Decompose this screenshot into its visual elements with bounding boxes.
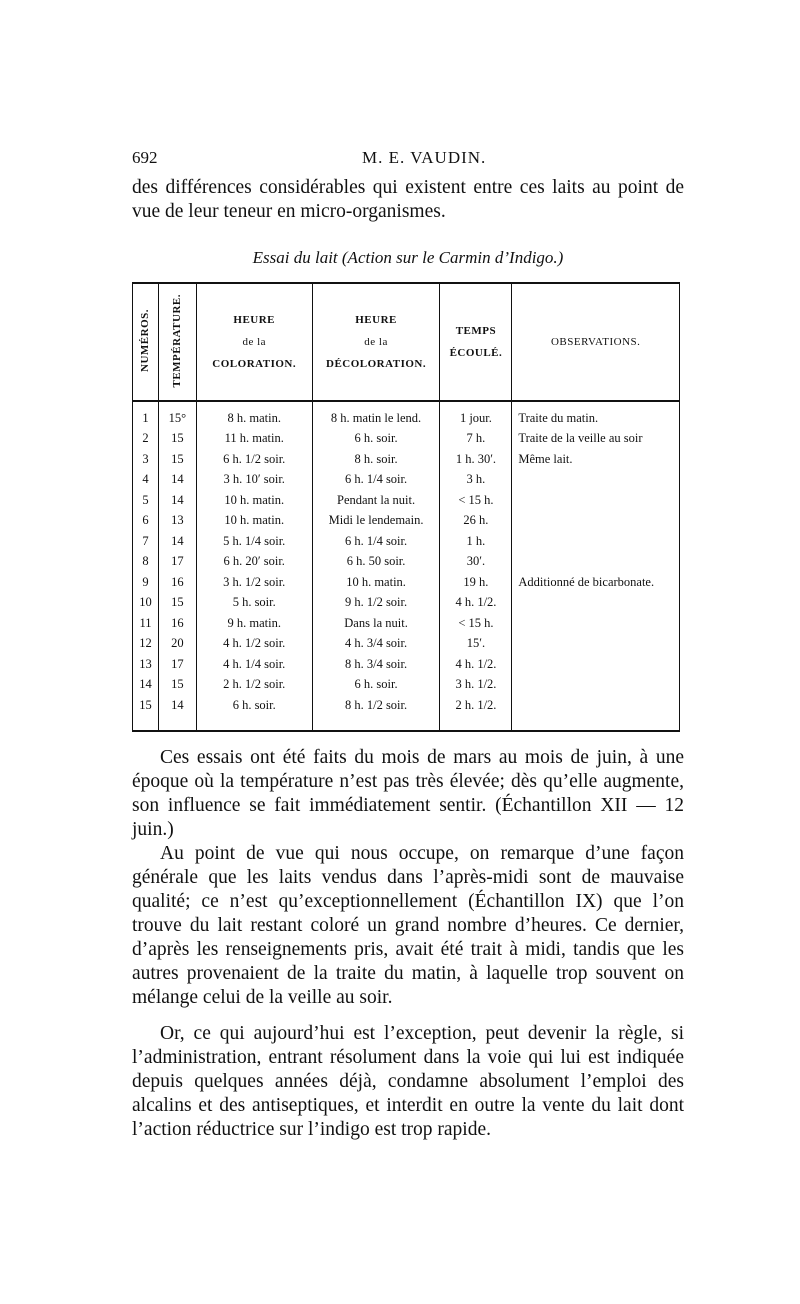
cell-numero: 15	[133, 695, 159, 731]
cell-decoloration: 8 h. 1/2 soir.	[312, 695, 440, 731]
cell-temps: 3 h.	[440, 470, 512, 491]
cell-temperature: 15	[158, 429, 196, 450]
cell-decoloration: 4 h. 3/4 soir.	[312, 634, 440, 655]
cell-numero: 7	[133, 531, 159, 552]
cell-temperature: 14	[158, 470, 196, 491]
table-row	[133, 449, 680, 470]
cell-temperature: 15	[158, 449, 196, 470]
table-row	[133, 511, 680, 532]
paragraph-text: Au point de vue qui nous occupe, on remarque d’une façon générale que les laits vendus dans l’après-midi sont de mauvaise qualité; ce n’est qu’exceptionnellement (Échantillon IX) que l’on trouve du lait restant coloré un grand nombre d’heures. Ce dernier, d’après les renseignements pris, avait été trait à midi, tandis que les autres provenaient de la traite du matin, à laquelle trop souvent on mélange celui de la veille au soir.	[132, 843, 684, 1008]
table-row	[133, 593, 680, 614]
cell-decoloration: 10 h. matin.	[312, 572, 440, 593]
results-table	[132, 282, 680, 732]
cell-decoloration: 6 h. soir.	[312, 429, 440, 450]
cell-coloration: 3 h. 10′ soir.	[196, 470, 312, 491]
cell-observation	[512, 634, 680, 655]
cell-temperature: 16	[158, 613, 196, 634]
cell-observation	[512, 490, 680, 511]
cell-coloration: 4 h. 1/2 soir.	[196, 634, 312, 655]
cell-coloration: 4 h. 1/4 soir.	[196, 654, 312, 675]
cell-temperature: 13	[158, 511, 196, 532]
cell-coloration: 3 h. 1/2 soir.	[196, 572, 312, 593]
cell-coloration: 2 h. 1/2 soir.	[196, 675, 312, 696]
cell-temps: 4 h. 1/2.	[440, 593, 512, 614]
cell-temperature: 14	[158, 531, 196, 552]
table-row	[133, 613, 680, 634]
table-row	[133, 654, 680, 675]
cell-temps: < 15 h.	[440, 613, 512, 634]
cell-coloration: 9 h. matin.	[196, 613, 312, 634]
cell-temps: < 15 h.	[440, 490, 512, 511]
cell-coloration: 5 h. 1/4 soir.	[196, 531, 312, 552]
paragraph-text: Ces essais ont été faits du mois de mars au mois de juin, à une époque où la température n’est pas très élevée; dès qu’elle augmente, son influence se fait immédiatement sentir. (Échantillon XII — 12 juin.)	[132, 747, 684, 840]
cell-temps: 2 h. 1/2.	[440, 695, 512, 731]
paragraph-conclusion	[132, 1022, 684, 1142]
cell-observation	[512, 695, 680, 731]
cell-numero: 1	[133, 401, 159, 429]
running-title: M. E. VAUDIN.	[362, 148, 487, 167]
cell-numero: 9	[133, 572, 159, 593]
paragraph-point-de-vue	[132, 842, 684, 1010]
table-row	[133, 695, 680, 731]
paragraph-essais	[132, 746, 684, 842]
cell-coloration: 6 h. 1/2 soir.	[196, 449, 312, 470]
cell-numero: 6	[133, 511, 159, 532]
cell-coloration: 5 h. soir.	[196, 593, 312, 614]
cell-coloration: 6 h. 20′ soir.	[196, 552, 312, 573]
cell-decoloration: 8 h. matin le lend.	[312, 401, 440, 429]
page-number: 692	[132, 148, 158, 167]
cell-observation: Additionné de bicarbonate.	[512, 572, 680, 593]
paragraph-text: des différences considérables qui existent entre ces laits au point de vue de leur teneur en micro-organismes.	[132, 177, 684, 222]
cell-numero: 8	[133, 552, 159, 573]
cell-decoloration: Dans la nuit.	[312, 613, 440, 634]
cell-temperature: 17	[158, 654, 196, 675]
table-row	[133, 634, 680, 655]
cell-observation	[512, 511, 680, 532]
paragraph-text: Or, ce qui aujourd’hui est l’exception, peut devenir la règle, si l’administration, entrant résolument dans la voie qui lui est indiquée depuis quelques années déjà, condamne absolument l’emploi des alcalins et des antiseptiques, et interdit en outre la vente du lait dont l’action réductrice sur l’indigo est trop rapide.	[132, 1023, 684, 1140]
cell-coloration: 11 h. matin.	[196, 429, 312, 450]
cell-observation	[512, 613, 680, 634]
cell-coloration: 8 h. matin.	[196, 401, 312, 429]
cell-observation	[512, 675, 680, 696]
paragraph-intro	[132, 176, 684, 224]
table-header-row	[133, 283, 680, 401]
cell-temps: 1 h.	[440, 531, 512, 552]
header-numeros: NUMÉROS.	[133, 283, 159, 401]
cell-coloration: 10 h. matin.	[196, 511, 312, 532]
cell-numero: 11	[133, 613, 159, 634]
cell-decoloration: 6 h. 1/4 soir.	[312, 531, 440, 552]
cell-numero: 4	[133, 470, 159, 491]
cell-decoloration: 6 h. 50 soir.	[312, 552, 440, 573]
cell-decoloration: Pendant la nuit.	[312, 490, 440, 511]
header-decoloration: HEURE de la DÉCOLORATION.	[312, 283, 440, 401]
table-row	[133, 490, 680, 511]
cell-observation	[512, 654, 680, 675]
table-row	[133, 552, 680, 573]
header-temps: TEMPS ÉCOULÉ.	[440, 283, 512, 401]
cell-temps: 30′.	[440, 552, 512, 573]
cell-numero: 10	[133, 593, 159, 614]
cell-observation	[512, 593, 680, 614]
cell-temps: 1 jour.	[440, 401, 512, 429]
cell-decoloration: Midi le lendemain.	[312, 511, 440, 532]
cell-coloration: 10 h. matin.	[196, 490, 312, 511]
table-row	[133, 572, 680, 593]
cell-decoloration: 6 h. soir.	[312, 675, 440, 696]
cell-decoloration: 9 h. 1/2 soir.	[312, 593, 440, 614]
cell-temps: 3 h. 1/2.	[440, 675, 512, 696]
header-coloration: HEURE de la COLORATION.	[196, 283, 312, 401]
cell-decoloration: 6 h. 1/4 soir.	[312, 470, 440, 491]
cell-decoloration: 8 h. 3/4 soir.	[312, 654, 440, 675]
page-header	[132, 148, 682, 172]
header-temperature: TEMPÉRATURE.	[158, 283, 196, 401]
cell-observation: Traite de la veille au soir	[512, 429, 680, 450]
cell-temperature: 15°	[158, 401, 196, 429]
header-observations: OBSERVATIONS.	[512, 283, 680, 401]
cell-temperature: 16	[158, 572, 196, 593]
cell-temperature: 20	[158, 634, 196, 655]
cell-numero: 5	[133, 490, 159, 511]
cell-temperature: 15	[158, 675, 196, 696]
cell-observation	[512, 552, 680, 573]
cell-temperature: 15	[158, 593, 196, 614]
cell-temps: 4 h. 1/2.	[440, 654, 512, 675]
cell-numero: 2	[133, 429, 159, 450]
table-row	[133, 470, 680, 491]
cell-temps: 1 h. 30′.	[440, 449, 512, 470]
cell-numero: 13	[133, 654, 159, 675]
cell-observation	[512, 531, 680, 552]
cell-temperature: 14	[158, 490, 196, 511]
cell-numero: 3	[133, 449, 159, 470]
table-row	[133, 429, 680, 450]
cell-observation: Traite du matin.	[512, 401, 680, 429]
cell-observation	[512, 470, 680, 491]
table-caption: Essai du lait (Action sur le Carmin d’Indigo.)	[252, 248, 564, 267]
cell-observation: Même lait.	[512, 449, 680, 470]
cell-coloration: 6 h. soir.	[196, 695, 312, 731]
cell-temps: 19 h.	[440, 572, 512, 593]
cell-temperature: 17	[158, 552, 196, 573]
cell-temps: 15′.	[440, 634, 512, 655]
table-row	[133, 675, 680, 696]
cell-temps: 7 h.	[440, 429, 512, 450]
cell-numero: 14	[133, 675, 159, 696]
table-row	[133, 401, 680, 429]
cell-decoloration: 8 h. soir.	[312, 449, 440, 470]
cell-temperature: 14	[158, 695, 196, 731]
cell-numero: 12	[133, 634, 159, 655]
cell-temps: 26 h.	[440, 511, 512, 532]
table-row	[133, 531, 680, 552]
